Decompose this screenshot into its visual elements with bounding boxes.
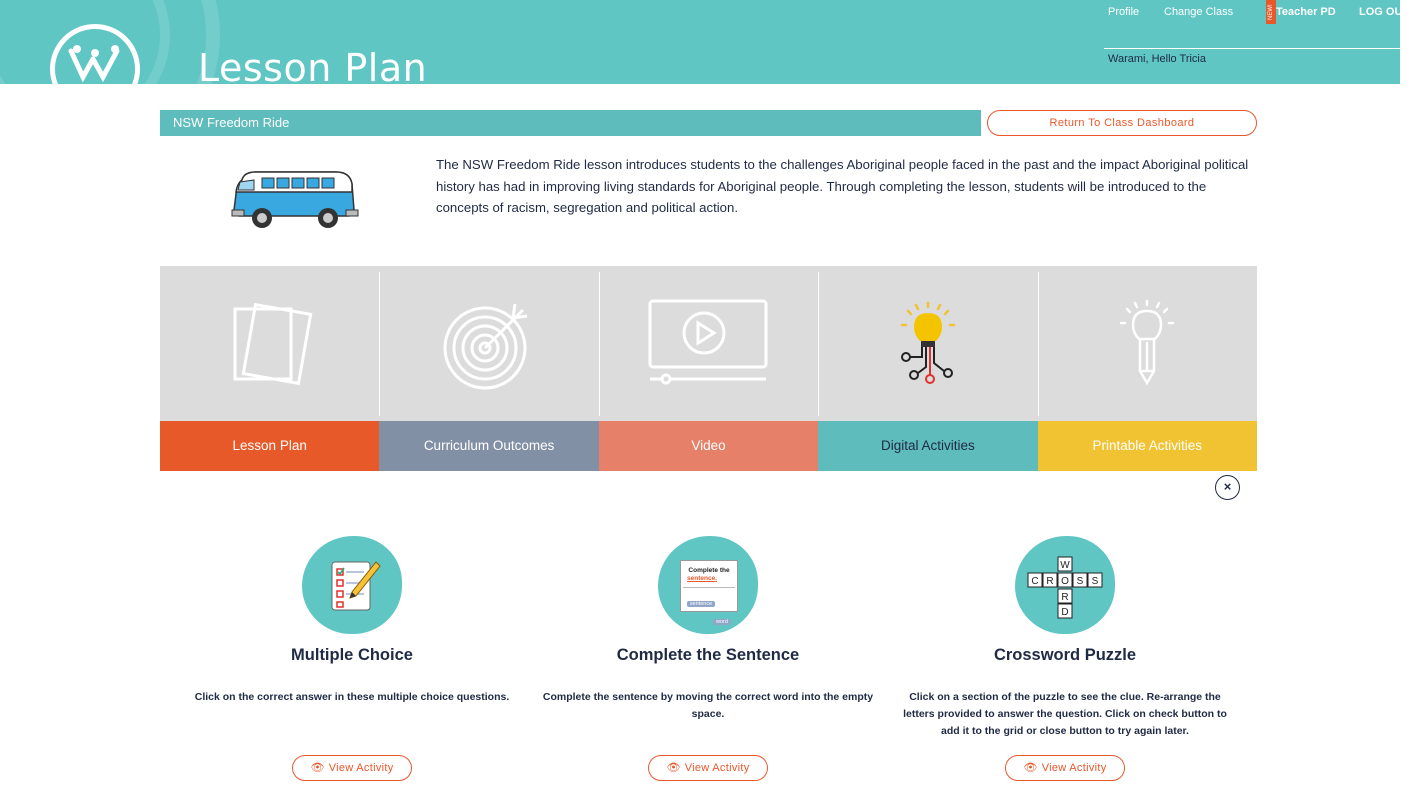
activity-title: Multiple Choice bbox=[291, 646, 413, 664]
view-activity-label: View Activity bbox=[684, 762, 750, 774]
crossword-letter: R bbox=[1061, 592, 1069, 603]
top-header bbox=[0, 0, 1409, 90]
tile-label: Digital Activities bbox=[818, 421, 1037, 471]
tile-label: Video bbox=[599, 421, 818, 471]
close-button[interactable]: × bbox=[1215, 475, 1240, 500]
tile-curriculum-outcomes[interactable] bbox=[379, 266, 598, 471]
activity-title: Complete the Sentence bbox=[616, 646, 800, 664]
sentence-blank: sentence. bbox=[687, 575, 717, 582]
crossword-letter: R bbox=[1046, 576, 1054, 587]
new-badge: NEW! bbox=[1266, 0, 1276, 24]
crossword-letter: O bbox=[1061, 576, 1069, 587]
lesson-sections bbox=[160, 266, 1257, 471]
nav-logout-link[interactable]: LOG OUT bbox=[1359, 6, 1409, 18]
site-logo[interactable] bbox=[50, 24, 140, 114]
activity-description: Click on a section of the puzzle to see the clue. Re-arrange the letters provided to answer the question. Click on check button to add it to the grid or close button to try again later. bbox=[903, 691, 1227, 737]
eye-icon: 👁 bbox=[1023, 762, 1038, 774]
crossword-letter: S bbox=[1076, 576, 1084, 587]
view-activity-label: View Activity bbox=[328, 762, 394, 774]
activity-card-multiple-choice bbox=[172, 536, 532, 774]
target-icon bbox=[441, 296, 537, 392]
view-activity-button[interactable] bbox=[648, 755, 768, 781]
view-activity-label: View Activity bbox=[1041, 762, 1107, 774]
activity-icon-circle bbox=[1015, 536, 1115, 634]
word-chip: sentence bbox=[687, 601, 715, 607]
page-title: Lesson Plan bbox=[198, 46, 428, 90]
tile-printable-activities[interactable] bbox=[1038, 266, 1257, 471]
activity-card-complete-sentence bbox=[528, 536, 888, 774]
word-chip: word bbox=[713, 619, 731, 625]
view-activity-button[interactable] bbox=[292, 755, 412, 781]
video-player-icon bbox=[648, 299, 768, 389]
crossword-letter: D bbox=[1061, 607, 1069, 618]
complete-sentence-icon bbox=[680, 560, 738, 625]
sentence-text: Complete the bbox=[688, 567, 730, 574]
eye-icon: 👁 bbox=[666, 762, 681, 774]
activity-title: Crossword Puzzle bbox=[993, 646, 1137, 664]
papers-icon bbox=[225, 299, 315, 389]
tile-lesson-plan[interactable] bbox=[160, 266, 379, 471]
divider bbox=[1104, 48, 1400, 49]
crossword-letter: W bbox=[1060, 560, 1070, 571]
tile-video[interactable] bbox=[599, 266, 818, 471]
crossword-letter: C bbox=[1031, 576, 1039, 587]
lightbulb-pencil-icon bbox=[1117, 299, 1177, 389]
view-activity-button[interactable] bbox=[1005, 755, 1125, 781]
activity-icon-circle bbox=[302, 536, 402, 634]
return-to-dashboard-button[interactable]: Return To Class Dashboard bbox=[987, 110, 1257, 136]
tile-label: Lesson Plan bbox=[160, 421, 379, 471]
lesson-description: The NSW Freedom Ride lesson introduces students to the challenges Aboriginal people faced in the past and the impact Aboriginal political history has had in improving living standards for Aboriginal people. Through completing the lesson, students will be introduced to the concepts of racism, segregation and political action. bbox=[436, 157, 1249, 215]
tile-label: Curriculum Outcomes bbox=[379, 421, 598, 471]
activity-description: Click on the correct answer in these multiple choice questions. bbox=[194, 691, 510, 703]
logo-figures-icon bbox=[63, 43, 127, 99]
lesson-title-bar: NSW Freedom Ride bbox=[160, 110, 981, 136]
nav-profile-link[interactable]: Profile bbox=[1108, 6, 1140, 18]
activity-icon-circle bbox=[658, 536, 758, 634]
checklist-pencil-icon bbox=[326, 558, 382, 614]
user-greeting: Warami, Hello Tricia bbox=[1108, 53, 1206, 65]
nav-teacher-pd-link[interactable]: Teacher PD bbox=[1276, 6, 1336, 18]
tile-label: Printable Activities bbox=[1038, 421, 1257, 471]
activity-description: Complete the sentence by moving the correct word into the empty space. bbox=[542, 691, 874, 720]
eye-icon: 👁 bbox=[310, 762, 325, 774]
tile-digital-activities[interactable] bbox=[818, 266, 1037, 471]
kombi-van-icon bbox=[232, 170, 358, 232]
lightbulb-circuit-icon bbox=[898, 301, 958, 387]
crossword-letter: S bbox=[1091, 576, 1099, 587]
activity-card-crossword bbox=[885, 536, 1245, 774]
nav-change-class-link[interactable]: Change Class bbox=[1164, 6, 1234, 18]
crossword-icon bbox=[1027, 556, 1103, 620]
